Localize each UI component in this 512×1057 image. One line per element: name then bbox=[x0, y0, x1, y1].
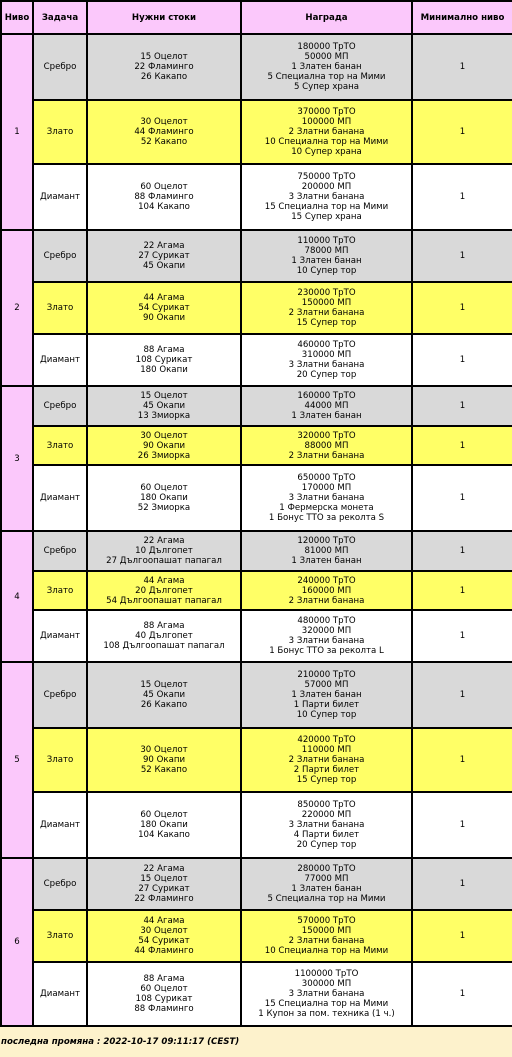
goods-item: 45 Окапи bbox=[142, 261, 186, 271]
min-level-cell: 1 bbox=[412, 465, 512, 531]
goods-item: 180 Окапи bbox=[140, 365, 188, 375]
goods-cell bbox=[87, 728, 241, 792]
last-modified: последна промяна : 2022-10-17 09:11:17 (CEST) bbox=[1, 1037, 240, 1047]
goods-item: 13 Змиорка bbox=[137, 411, 191, 421]
reward-item: 1 Златен банан bbox=[291, 690, 362, 700]
reward-item: 300000 МП bbox=[301, 979, 352, 989]
header-goods: Нужни стоки bbox=[87, 1, 241, 34]
min-level-cell: 1 bbox=[412, 426, 512, 465]
table-row bbox=[1, 164, 512, 230]
reward-cell bbox=[241, 34, 412, 100]
goods-item: 30 Оцелот bbox=[140, 430, 188, 441]
reward-item: 10 Супер тор bbox=[296, 710, 357, 720]
goods-item: 20 Дългопет bbox=[135, 585, 193, 596]
goods-item: 88 Фламинго bbox=[134, 1004, 194, 1014]
reward-item: 750000 ТрТО bbox=[297, 172, 356, 182]
reward-item: 120000 ТрТО bbox=[297, 536, 356, 546]
table-row bbox=[1, 34, 512, 100]
header-level: Ниво bbox=[1, 1, 33, 34]
reward-item: 3 Златни банана bbox=[288, 820, 365, 830]
goods-item: 22 Агама bbox=[143, 864, 185, 874]
goods-item: 45 Окапи bbox=[142, 401, 186, 411]
goods-item: 54 Дългоопашат папагал bbox=[106, 595, 222, 606]
goods-item: 108 Сурикат bbox=[135, 994, 193, 1004]
task-cell: Сребро bbox=[33, 858, 87, 910]
goods-item: 27 Сурикат bbox=[138, 884, 190, 894]
level-cell: 6 bbox=[1, 858, 33, 1026]
goods-item: 104 Какапо bbox=[138, 202, 190, 212]
reward-item: 5 Специална тор на Мими bbox=[267, 894, 386, 904]
task-cell: Злато bbox=[33, 282, 87, 334]
goods-cell bbox=[87, 792, 241, 858]
reward-item: 1 Златен банан bbox=[291, 884, 362, 894]
header-min-level: Минимално ниво bbox=[412, 1, 512, 34]
goods-item: 52 Какапо bbox=[140, 137, 188, 147]
goods-item: 88 Агама bbox=[143, 345, 185, 355]
reward-item: 2 Златни банана bbox=[288, 595, 365, 606]
min-level-cell: 1 bbox=[412, 728, 512, 792]
reward-cell bbox=[241, 386, 412, 426]
reward-cell bbox=[241, 662, 412, 728]
reward-item: 5 Специална тор на Мими bbox=[267, 72, 386, 82]
reward-item: 150000 МП bbox=[301, 298, 352, 308]
goods-item: 30 Оцелот bbox=[140, 926, 188, 936]
reward-item: 1100000 ТрТО bbox=[294, 969, 359, 979]
reward-item: 1 Златен банан bbox=[291, 62, 362, 72]
reward-item: 570000 ТрТО bbox=[297, 916, 356, 926]
reward-cell bbox=[241, 282, 412, 334]
goods-cell bbox=[87, 230, 241, 282]
reward-item: 160000 ТрТО bbox=[297, 391, 356, 401]
task-cell: Диамант bbox=[33, 164, 87, 230]
min-level-cell: 1 bbox=[412, 100, 512, 164]
reward-item: 10 Специална тор на Мими bbox=[264, 946, 389, 956]
goods-cell bbox=[87, 662, 241, 728]
reward-cell bbox=[241, 610, 412, 662]
reward-item: 1 Златен банан bbox=[291, 556, 362, 566]
goods-item: 22 Фламинго bbox=[134, 62, 194, 72]
goods-cell bbox=[87, 164, 241, 230]
task-cell: Сребро bbox=[33, 531, 87, 571]
table-row bbox=[1, 386, 512, 426]
reward-item: 170000 МП bbox=[301, 483, 352, 493]
goods-item: 44 Фламинго bbox=[134, 946, 194, 956]
goods-item: 44 Агама bbox=[143, 293, 185, 303]
task-cell: Сребро bbox=[33, 662, 87, 728]
goods-item: 44 Агама bbox=[143, 916, 185, 926]
reward-cell bbox=[241, 531, 412, 571]
table-row bbox=[1, 334, 512, 386]
goods-item: 108 Сурикат bbox=[135, 355, 193, 365]
min-level-cell: 1 bbox=[412, 230, 512, 282]
reward-item: 2 Златни банана bbox=[288, 755, 365, 765]
reward-item: 100000 МП bbox=[301, 117, 352, 127]
table-row bbox=[1, 610, 512, 662]
goods-item: 44 Фламинго bbox=[134, 127, 194, 137]
reward-item: 370000 ТрТО bbox=[297, 107, 356, 117]
reward-item: 3 Златни банана bbox=[288, 360, 365, 370]
reward-cell bbox=[241, 962, 412, 1026]
reward-cell bbox=[241, 792, 412, 858]
reward-item: 2 Златни банана bbox=[288, 450, 365, 461]
reward-item: 110000 ТрТО bbox=[297, 236, 356, 246]
reward-item: 20 Супер тор bbox=[296, 840, 357, 850]
goods-item: 52 Какапо bbox=[140, 765, 188, 775]
reward-item: 1 Парти билет bbox=[293, 700, 360, 710]
reward-item: 160000 МП bbox=[301, 585, 352, 596]
table-row bbox=[1, 962, 512, 1026]
goods-item: 54 Сурикат bbox=[138, 936, 190, 946]
task-cell: Диамант bbox=[33, 610, 87, 662]
table-row bbox=[1, 230, 512, 282]
reward-item: 2 Златни банана bbox=[288, 127, 365, 137]
goods-item: 30 Оцелот bbox=[140, 745, 188, 755]
goods-cell bbox=[87, 610, 241, 662]
goods-item: 10 Дългопет bbox=[135, 546, 193, 556]
level-cell: 1 bbox=[1, 34, 33, 230]
min-level-cell: 1 bbox=[412, 792, 512, 858]
reward-item: 15 Специална тор на Мими bbox=[264, 999, 389, 1009]
reward-item: 10 Супер храна bbox=[291, 147, 362, 157]
table-row bbox=[1, 910, 512, 962]
header-reward: Награда bbox=[241, 1, 412, 34]
goods-cell bbox=[87, 531, 241, 571]
task-cell: Сребро bbox=[33, 230, 87, 282]
table-row bbox=[1, 571, 512, 610]
goods-item: 60 Оцелот bbox=[140, 810, 188, 820]
table-row bbox=[1, 100, 512, 164]
goods-item: 26 Змиорка bbox=[137, 450, 191, 461]
goods-item: 22 Агама bbox=[143, 241, 185, 251]
reward-item: 3 Златни банана bbox=[288, 636, 365, 646]
min-level-cell: 1 bbox=[412, 662, 512, 728]
min-level-cell: 1 bbox=[412, 334, 512, 386]
reward-item: 20 Супер тор bbox=[296, 370, 357, 380]
goods-cell bbox=[87, 571, 241, 610]
reward-item: 480000 ТрТО bbox=[297, 616, 356, 626]
reward-item: 2 Златни банана bbox=[288, 308, 365, 318]
goods-item: 26 Какапо bbox=[140, 700, 188, 710]
table-row bbox=[1, 792, 512, 858]
goods-item: 88 Фламинго bbox=[134, 192, 194, 202]
task-cell: Сребро bbox=[33, 34, 87, 100]
reward-item: 4 Парти билет bbox=[293, 830, 360, 840]
task-cell: Диамант bbox=[33, 465, 87, 531]
reward-cell bbox=[241, 426, 412, 465]
reward-item: 50000 МП bbox=[304, 52, 349, 62]
goods-item: 15 Оцелот bbox=[140, 391, 188, 401]
reward-cell bbox=[241, 910, 412, 962]
reward-item: 1 Бонус ТТО за реколта L bbox=[269, 646, 384, 656]
reward-item: 230000 ТрТО bbox=[297, 288, 356, 298]
reward-item: 15 Специална тор на Мими bbox=[264, 202, 389, 212]
goods-item: 180 Окапи bbox=[140, 820, 188, 830]
goods-cell bbox=[87, 910, 241, 962]
reward-item: 180000 ТрТО bbox=[297, 42, 356, 52]
reward-item: 10 Специална тор на Мими bbox=[264, 137, 389, 147]
table-row bbox=[1, 858, 512, 910]
task-cell: Диамант bbox=[33, 792, 87, 858]
goods-cell bbox=[87, 386, 241, 426]
reward-item: 44000 МП bbox=[304, 401, 349, 411]
reward-item: 2 Златни банана bbox=[288, 936, 365, 946]
reward-item: 1 Фермерска монета bbox=[279, 503, 374, 513]
goods-item: 22 Фламинго bbox=[134, 894, 194, 904]
min-level-cell: 1 bbox=[412, 164, 512, 230]
reward-item: 1 Златен банан bbox=[291, 256, 362, 266]
goods-item: 104 Какапо bbox=[138, 830, 190, 840]
goods-item: 15 Оцелот bbox=[140, 52, 188, 62]
reward-cell bbox=[241, 465, 412, 531]
reward-item: 57000 МП bbox=[304, 680, 349, 690]
min-level-cell: 1 bbox=[412, 531, 512, 571]
goods-item: 60 Оцелот bbox=[140, 483, 188, 493]
goods-item: 44 Агама bbox=[143, 575, 185, 586]
reward-item: 2 Парти билет bbox=[293, 765, 360, 775]
task-cell: Сребро bbox=[33, 386, 87, 426]
task-cell: Диамант bbox=[33, 334, 87, 386]
reward-item: 150000 МП bbox=[301, 926, 352, 936]
min-level-cell: 1 bbox=[412, 571, 512, 610]
goods-cell bbox=[87, 962, 241, 1026]
task-cell: Злато bbox=[33, 571, 87, 610]
min-level-cell: 1 bbox=[412, 386, 512, 426]
goods-item: 54 Сурикат bbox=[138, 303, 190, 313]
reward-item: 1 Бонус ТТО за реколта S bbox=[268, 513, 385, 523]
reward-item: 310000 МП bbox=[301, 350, 352, 360]
reward-item: 280000 ТрТО bbox=[297, 864, 356, 874]
reward-item: 77000 МП bbox=[304, 874, 349, 884]
min-level-cell: 1 bbox=[412, 282, 512, 334]
task-cell: Злато bbox=[33, 100, 87, 164]
reward-cell bbox=[241, 728, 412, 792]
goods-item: 88 Агама bbox=[143, 974, 185, 984]
level-cell: 2 bbox=[1, 230, 33, 386]
goods-cell bbox=[87, 34, 241, 100]
reward-item: 10 Супер тор bbox=[296, 266, 357, 276]
goods-item: 30 Оцелот bbox=[140, 117, 188, 127]
reward-item: 3 Златни банана bbox=[288, 989, 365, 999]
goods-item: 180 Окапи bbox=[140, 493, 188, 503]
goods-item: 22 Агама bbox=[143, 536, 185, 546]
reward-item: 200000 МП bbox=[301, 182, 352, 192]
reward-cell bbox=[241, 164, 412, 230]
level-cell: 5 bbox=[1, 662, 33, 858]
task-cell: Злато bbox=[33, 426, 87, 465]
goods-cell bbox=[87, 465, 241, 531]
header-task: Задача bbox=[33, 1, 87, 34]
goods-item: 15 Оцелот bbox=[140, 680, 188, 690]
reward-item: 460000 ТрТО bbox=[297, 340, 356, 350]
reward-cell bbox=[241, 858, 412, 910]
task-cell: Злато bbox=[33, 728, 87, 792]
reward-item: 420000 ТрТО bbox=[297, 735, 356, 745]
goods-item: 90 Окапи bbox=[142, 440, 186, 451]
table-row bbox=[1, 531, 512, 571]
min-level-cell: 1 bbox=[412, 962, 512, 1026]
goods-item: 45 Окапи bbox=[142, 690, 186, 700]
reward-item: 210000 ТрТО bbox=[297, 670, 356, 680]
task-cell: Диамант bbox=[33, 962, 87, 1026]
reward-item: 850000 ТрТО bbox=[297, 800, 356, 810]
task-cell: Злато bbox=[33, 910, 87, 962]
level-cell: 4 bbox=[1, 531, 33, 662]
reward-item: 1 Купон за пом. техника (1 ч.) bbox=[258, 1009, 395, 1019]
reward-item: 78000 МП bbox=[304, 246, 349, 256]
goods-item: 60 Оцелот bbox=[140, 984, 188, 994]
reward-item: 220000 МП bbox=[301, 810, 352, 820]
reward-cell bbox=[241, 334, 412, 386]
reward-item: 650000 ТрТО bbox=[297, 473, 356, 483]
goods-item: 88 Агама bbox=[143, 621, 185, 631]
table-row bbox=[1, 426, 512, 465]
goods-item: 52 Змиорка bbox=[137, 503, 191, 513]
goods-cell bbox=[87, 334, 241, 386]
reward-item: 15 Супер тор bbox=[296, 775, 357, 785]
goods-item: 40 Дългопет bbox=[135, 631, 193, 641]
table-row bbox=[1, 465, 512, 531]
table-row bbox=[1, 282, 512, 334]
table-header-row bbox=[1, 1, 512, 34]
min-level-cell: 1 bbox=[412, 610, 512, 662]
reward-cell bbox=[241, 230, 412, 282]
table-body bbox=[1, 34, 512, 1026]
goods-cell bbox=[87, 282, 241, 334]
table-row bbox=[1, 662, 512, 728]
reward-item: 240000 ТрТО bbox=[297, 575, 356, 586]
goods-item: 15 Оцелот bbox=[140, 874, 188, 884]
goods-item: 26 Какапо bbox=[140, 72, 188, 82]
goods-item: 27 Дългоопашат папагал bbox=[106, 556, 222, 566]
reward-item: 88000 МП bbox=[304, 440, 349, 451]
goods-cell bbox=[87, 858, 241, 910]
min-level-cell: 1 bbox=[412, 858, 512, 910]
reward-item: 320000 ТрТО bbox=[297, 430, 356, 441]
goods-cell bbox=[87, 100, 241, 164]
min-level-cell: 1 bbox=[412, 34, 512, 100]
reward-item: 320000 МП bbox=[301, 626, 352, 636]
table-row bbox=[1, 728, 512, 792]
reward-item: 81000 МП bbox=[304, 546, 349, 556]
reward-item: 15 Супер храна bbox=[291, 212, 362, 222]
goods-cell bbox=[87, 426, 241, 465]
reward-item: 3 Златни банана bbox=[288, 493, 365, 503]
level-cell: 3 bbox=[1, 386, 33, 531]
reward-item: 15 Супер тор bbox=[296, 318, 357, 328]
reward-cell bbox=[241, 571, 412, 610]
goods-item: 90 Окапи bbox=[142, 313, 186, 323]
reward-item: 5 Супер храна bbox=[293, 82, 360, 92]
goods-item: 108 Дългоопашат папагал bbox=[103, 641, 225, 651]
reward-cell bbox=[241, 100, 412, 164]
reward-item: 3 Златни банана bbox=[288, 192, 365, 202]
reward-item: 1 Златен банан bbox=[291, 411, 362, 421]
goods-item: 90 Окапи bbox=[142, 755, 186, 765]
goods-item: 60 Оцелот bbox=[140, 182, 188, 192]
min-level-cell: 1 bbox=[412, 910, 512, 962]
goods-item: 27 Сурикат bbox=[138, 251, 190, 261]
reward-item: 110000 МП bbox=[301, 745, 352, 755]
